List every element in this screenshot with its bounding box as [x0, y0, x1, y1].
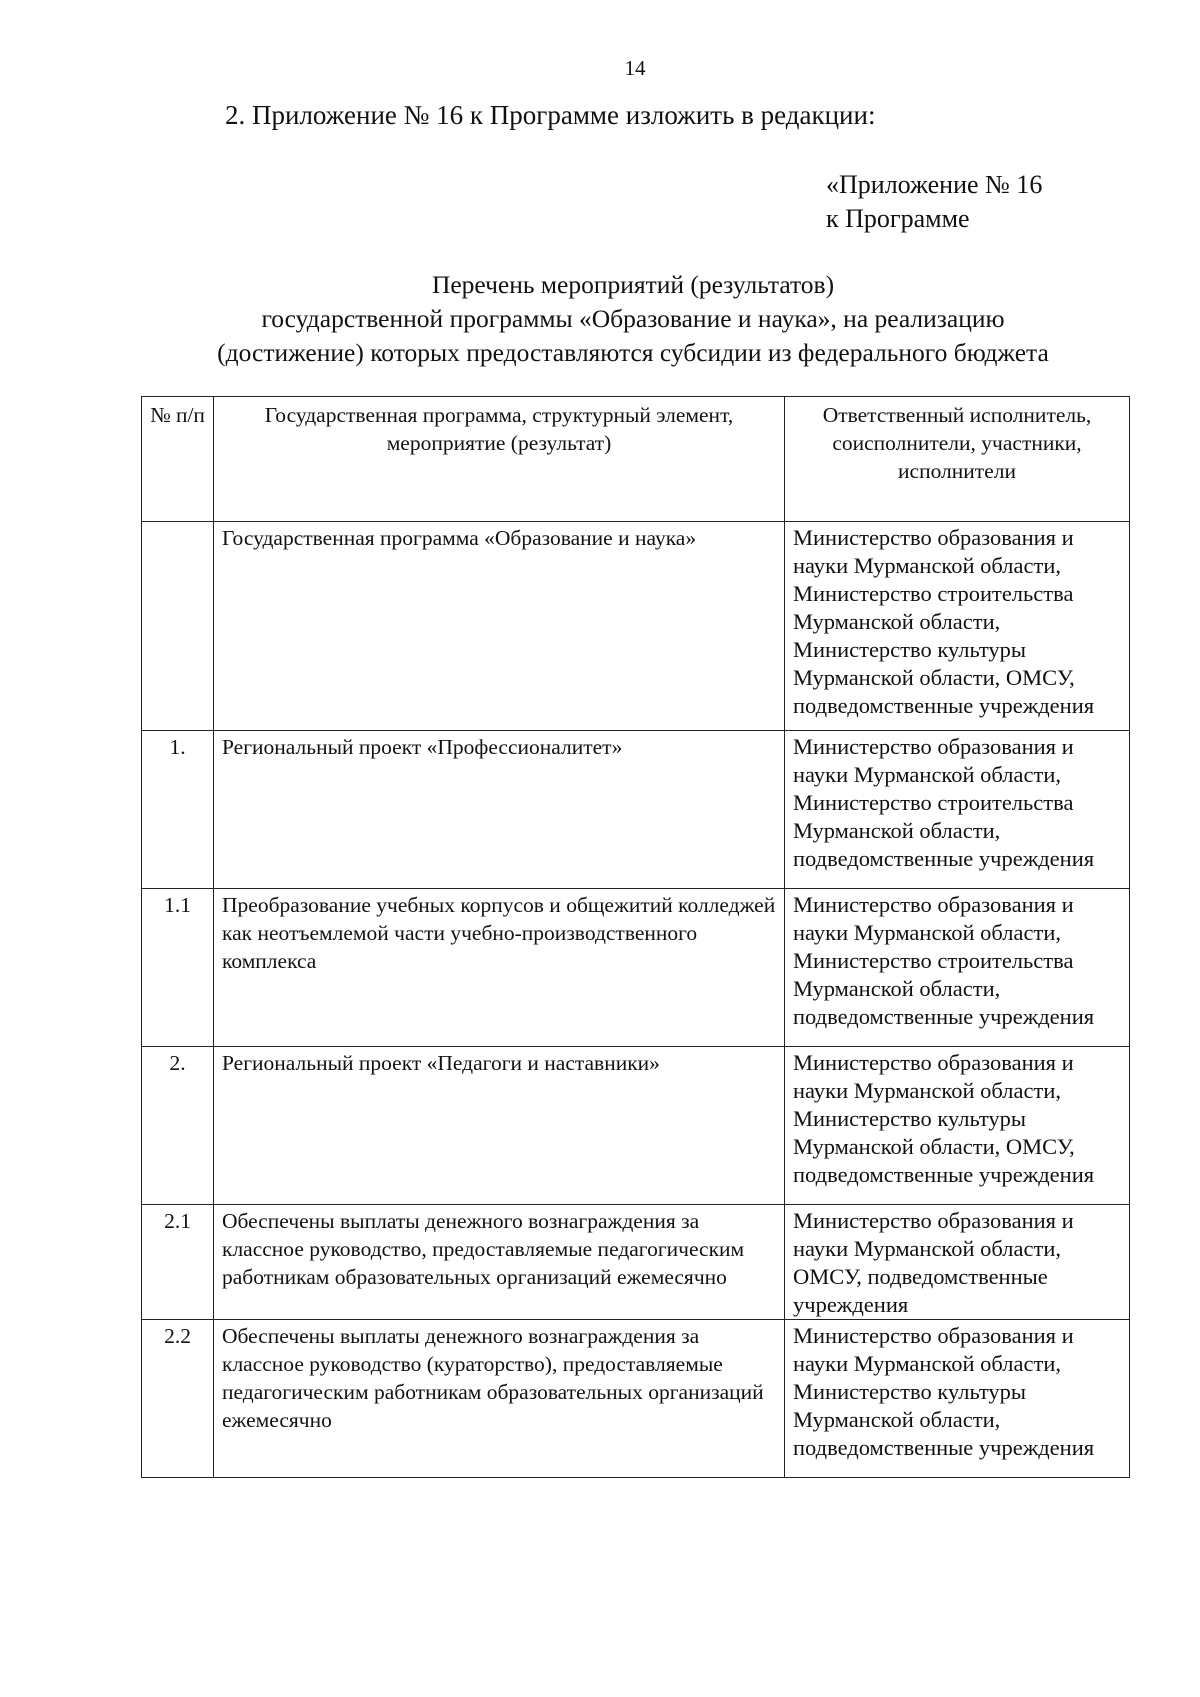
table-header-row — [142, 397, 1130, 522]
row-program: Преобразование учебных корпусов и общежитий колледжей как неотъемлемой части учебно-производственного комплекса — [214, 889, 785, 1047]
row-number: 2. — [142, 1047, 214, 1205]
table-row — [142, 1320, 1130, 1478]
row-program: Обеспечены выплаты денежного вознаграждения за классное руководство (кураторство), предоставляемые педагогическим работникам образовательных организаций ежемесячно — [214, 1320, 785, 1478]
header-responsible: Ответственный исполнитель, соисполнители, участники, исполнители — [785, 397, 1130, 522]
row-responsible: Министерство образования и науки Мурманской области, ОМСУ, подведомственные учреждения — [785, 1205, 1130, 1320]
header-program: Государственная программа, структурный элемент, мероприятие (результат) — [214, 397, 785, 522]
row-number: 1.1 — [142, 889, 214, 1047]
row-number: 2.2 — [142, 1320, 214, 1478]
appendix-reference — [826, 168, 1042, 236]
measures-table — [141, 396, 1130, 1478]
appendix-reference-line-2: к Программе — [826, 204, 970, 233]
row-number — [142, 522, 214, 731]
row-program: Региональный проект «Профессионалитет» — [214, 731, 785, 889]
table-row — [142, 522, 1130, 731]
row-responsible: Министерство образования и науки Мурманской области, Министерство культуры Мурманской области, подведомственные учреждения — [785, 1320, 1130, 1478]
document-title-line-3: (достижение) которых предоставляются субсидии из федерального бюджета — [217, 338, 1049, 367]
header-number: № п/п — [142, 397, 214, 522]
row-responsible: Министерство образования и науки Мурманской области, Министерство строительства Мурманской области, подведомственные учреждения — [785, 889, 1130, 1047]
row-number: 1. — [142, 731, 214, 889]
page-number: 14 — [624, 56, 646, 80]
row-program: Региональный проект «Педагоги и наставники» — [214, 1047, 785, 1205]
row-number: 2.1 — [142, 1205, 214, 1320]
document-title — [150, 268, 1116, 370]
amendment-instruction: 2. Приложение № 16 к Программе изложить в редакции: — [225, 100, 876, 130]
row-responsible: Министерство образования и науки Мурманской области, Министерство строительства Мурманской области, подведомственные учреждения — [785, 731, 1130, 889]
table-row — [142, 889, 1130, 1047]
document-title-line-2: государственной программы «Образование и наука», на реализацию — [261, 304, 1005, 333]
table-row — [142, 731, 1130, 889]
row-responsible: Министерство образования и науки Мурманской области, Министерство строительства Мурманской области, Министерство культуры Мурманской области, ОМСУ, подведомственные учреждения — [785, 522, 1130, 731]
row-program: Обеспечены выплаты денежного вознаграждения за классное руководство, предоставляемые педагогическим работникам образовательных организаций ежемесячно — [214, 1205, 785, 1320]
table-row — [142, 1047, 1130, 1205]
row-responsible: Министерство образования и науки Мурманской области, Министерство культуры Мурманской области, ОМСУ, подведомственные учреждения — [785, 1047, 1130, 1205]
appendix-reference-line-1: «Приложение № 16 — [826, 170, 1043, 199]
document-title-line-1: Перечень мероприятий (результатов) — [431, 270, 835, 299]
row-program: Государственная программа «Образование и наука» — [214, 522, 785, 731]
table-row — [142, 1205, 1130, 1320]
